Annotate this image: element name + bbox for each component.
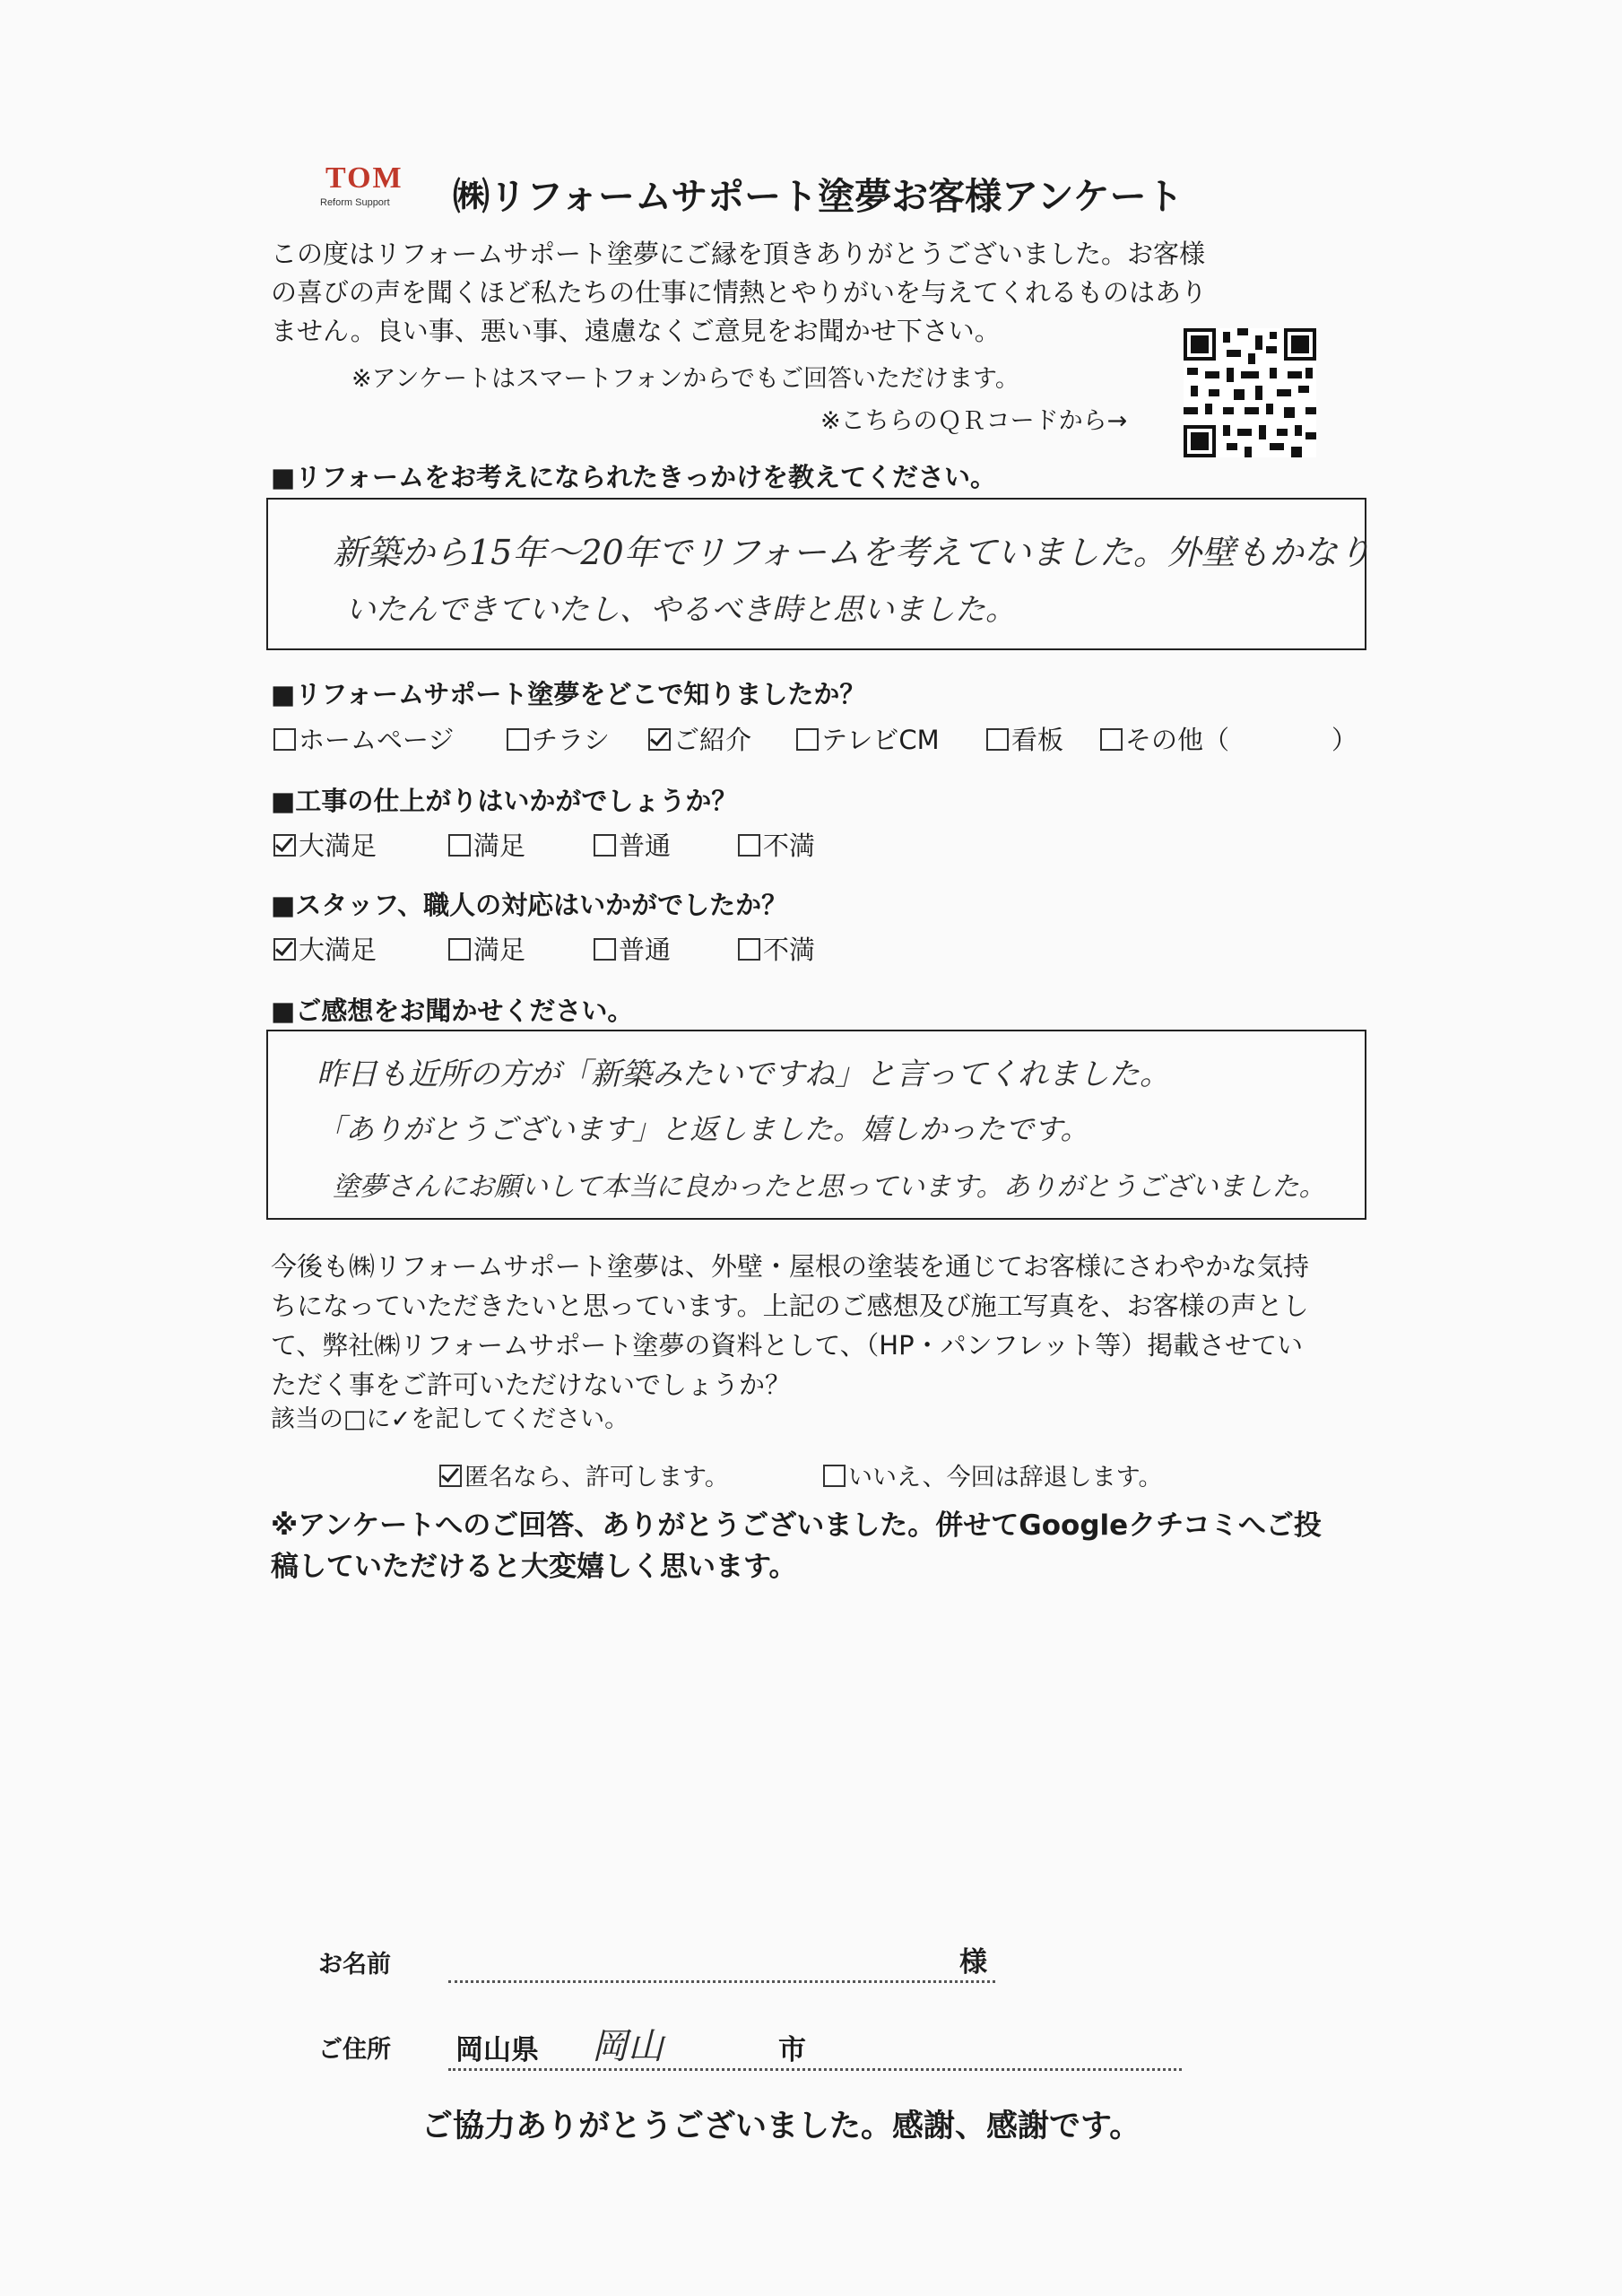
- checkbox[interactable]: [594, 938, 616, 961]
- logo-mark: TOM: [325, 161, 403, 195]
- option-other-close: ）: [1331, 725, 1358, 755]
- option-referral[interactable]: ご紹介: [648, 720, 751, 757]
- smartphone-note: ※アンケートはスマートフォンからでもご回答いただけます。: [351, 365, 1019, 393]
- q1-answer-box[interactable]: [266, 498, 1372, 650]
- permission-line: ただく事をご許可いただけないでしょうか？: [271, 1370, 792, 1400]
- intro-line: ません。良い事、悪い事、遠慮なくご意見をお聞かせ下さい。: [271, 316, 1001, 346]
- checkbox[interactable]: [273, 728, 296, 751]
- permission-text: [271, 1247, 1374, 1405]
- checkbox[interactable]: [796, 728, 819, 751]
- option-very-satisfied[interactable]: 大満足: [273, 826, 377, 863]
- option-satisfied[interactable]: 満足: [448, 826, 525, 863]
- q1-answer-line: 新築から15年〜20年でリフォームを考えていました。外壁もかなり: [333, 533, 1372, 572]
- checkbox[interactable]: [986, 728, 1009, 751]
- checkbox[interactable]: [1100, 728, 1123, 751]
- qr-note: ※こちらのＱＲコードから→: [820, 407, 1128, 435]
- permission-line: 今後も㈱リフォームサポート塗夢は、外壁・屋根の塗装を通じてお客様にさわやかな気持: [271, 1251, 1309, 1282]
- name-label: お名前: [318, 1951, 391, 1979]
- q1-heading: ■リフォームをお考えになられたきっかけを教えてください。: [271, 462, 996, 492]
- checkbox[interactable]: [448, 938, 471, 961]
- address-label: ご住所: [318, 2036, 391, 2064]
- q3-heading: ■工事の仕上がりはいかがでしょうか？: [271, 786, 738, 816]
- q2-options: [273, 720, 1358, 756]
- q1-answer-line: いたんできていたし、やるべき時と思いました。: [345, 592, 1016, 628]
- option-dissatisfied[interactable]: 不満: [738, 826, 815, 863]
- checkbox-checked[interactable]: [273, 834, 296, 857]
- checkbox[interactable]: [823, 1465, 846, 1487]
- option-dissatisfied[interactable]: 不満: [738, 930, 815, 967]
- q5-heading: ■ご感想をお聞かせください。: [271, 996, 634, 1026]
- q2-heading: ■リフォームサポート塗夢をどこで知りましたか？: [271, 679, 866, 709]
- q5-answer-box[interactable]: [266, 1030, 1366, 1220]
- q5-answer-line: 塗夢さんにお願いして本当に良かったと思っています。ありがとうございました。: [333, 1171, 1326, 1203]
- option-satisfied[interactable]: 満足: [448, 930, 525, 967]
- closing-line: 稿していただけると大変嬉しく思います。: [271, 1551, 797, 1583]
- page-title: ㈱リフォームサポート塗夢お客様アンケート: [453, 175, 1184, 218]
- address-prefecture: 岡山県: [455, 2034, 539, 2066]
- intro-line: この度はリフォームサポート塗夢にご縁を頂きありがとうございました。お客様: [271, 239, 1205, 269]
- checkbox-checked[interactable]: [648, 728, 671, 751]
- logo-subtitle: Reform Support: [320, 197, 390, 208]
- permission-options: [439, 1457, 1210, 1493]
- closing-note: [271, 1505, 1401, 1587]
- footer-thanks: ご協力ありがとうございました。感謝、感謝です。: [421, 2109, 1141, 2144]
- q3-options: [273, 826, 901, 862]
- permission-line: ちになっていただきたいと思っています。上記のご感想及び施工写真を、お客様の声とし: [271, 1291, 1309, 1321]
- address-field[interactable]: [448, 2068, 1182, 2071]
- option-average[interactable]: 普通: [594, 930, 671, 967]
- option-allow-anonymous[interactable]: 匿名なら、許可します。: [439, 1457, 729, 1492]
- address-city-handwritten[interactable]: 岡山: [592, 2026, 664, 2067]
- qr-code-icon: [1184, 328, 1316, 457]
- closing-line: ※アンケートへのご回答、ありがとうございました。併せてGoogleクチコミへご投: [271, 1509, 1322, 1542]
- name-suffix: 様: [959, 1946, 987, 1979]
- option-average[interactable]: 普通: [594, 826, 671, 863]
- checkbox-checked[interactable]: [439, 1465, 462, 1487]
- option-tv-cm[interactable]: テレビCM: [796, 720, 940, 757]
- address-city-suffix: 市: [778, 2034, 806, 2066]
- q5-answer-line: 「ありがとうございます」と返しました。嬉しかったです。: [317, 1112, 1089, 1146]
- checkbox[interactable]: [594, 834, 616, 857]
- checkbox-checked[interactable]: [273, 938, 296, 961]
- checkbox[interactable]: [738, 834, 760, 857]
- option-signboard[interactable]: 看板: [986, 720, 1063, 757]
- q4-options: [273, 930, 901, 966]
- q5-answer-line: 昨日も近所の方が「新築みたいですね」と言ってくれました。: [317, 1057, 1170, 1092]
- q4-heading: ■スタッフ、職人の対応はいかがでしたか？: [271, 890, 788, 920]
- option-homepage[interactable]: ホームページ: [273, 720, 454, 757]
- checkbox[interactable]: [448, 834, 471, 857]
- company-logo: [318, 161, 435, 215]
- intro-line: の喜びの声を聞くほど私たちの仕事に情熱とやりがいを与えてくれるものはあり: [271, 277, 1208, 308]
- header: [318, 161, 1305, 233]
- option-flyer[interactable]: チラシ: [507, 720, 610, 757]
- option-other[interactable]: その他（: [1100, 720, 1229, 757]
- option-very-satisfied[interactable]: 大満足: [273, 930, 377, 967]
- checkbox[interactable]: [738, 938, 760, 961]
- permission-line: て、弊社㈱リフォームサポート塗夢の資料として、（HP・パンフレット等）掲載させてい: [271, 1330, 1304, 1361]
- option-decline[interactable]: いいえ、今回は辞退します。: [823, 1457, 1162, 1492]
- permission-instruction: 該当の□に✓を記してください。: [271, 1405, 629, 1433]
- name-field[interactable]: [448, 1980, 995, 1983]
- checkbox[interactable]: [507, 728, 529, 751]
